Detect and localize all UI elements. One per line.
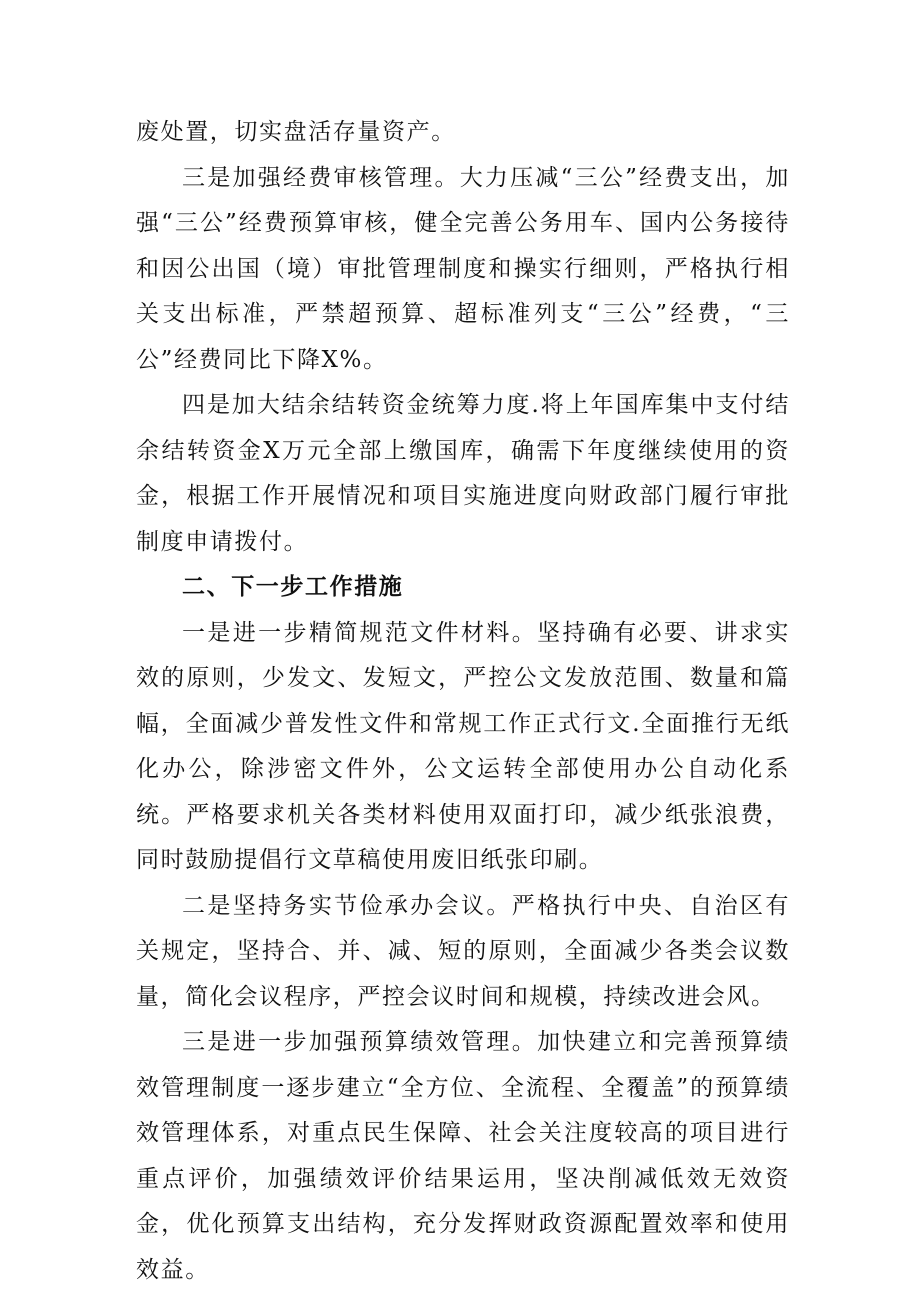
paragraph-continuation-asset-disposal: 废处置，切实盘活存量资产。 <box>136 119 456 145</box>
paragraph-surplus-funds: 四是加大结余结转资金统筹力度.将上年国库集中支付结余结转资金X万元全部上缴国库，确需下年度继续使用的资金，根据工作开展情况和项目实施进度向财政部门履行审批制度申请拨付。 <box>136 392 790 555</box>
section-heading-next-steps: 二、下一步工作措施 <box>182 574 404 600</box>
paragraph-meetings: 二是坚持务实节俭承办会议。严格执行中央、自治区有关规定，坚持合、并、减、短的原则，全面减少各类会议数量，简化会议程序，严控会议时间和规模，持续改进会风。 <box>136 892 790 1010</box>
paragraph-streamline-documents: 一是进一步精简规范文件材料。坚持确有必要、讲求实效的原则，少发文、发短文，严控公文发放范围、数量和篇幅，全面减少普发性文件和常规工作正式行文.全面推行无纸化办公，除涉密文件外，公文运转全部使用办公自动化系统。严格要求机关各类材料使用双面打印，减少纸张浪费，同时鼓励提倡行文草稿使用废旧纸张印刷。 <box>136 619 790 873</box>
paragraph-expense-review: 三是加强经费审核管理。大力压减“三公”经费支出，加强“三公”经费预算审核，健全完善公务用车、国内公务接待和因公出国（境）审批管理制度和操实行细则，严格执行相关支出标准，严禁超预算、超标准列支“三公”经费，“三公”经费同比下降X%。 <box>136 164 790 373</box>
document-body <box>136 110 790 1293</box>
paragraph-budget-performance: 三是进一步加强预算绩效管理。加快建立和完善预算绩效管理制度一逐步建立“全方位、全流程、全覆盖”的预算绩效管理体系，对重点民生保障、社会关注度较高的项目进行重点评价，加强绩效评价结果运用，坚决削减低效无效资金，优化预算支出结构，充分发挥财政资源配置效率和使用效益。 <box>136 1029 790 1283</box>
